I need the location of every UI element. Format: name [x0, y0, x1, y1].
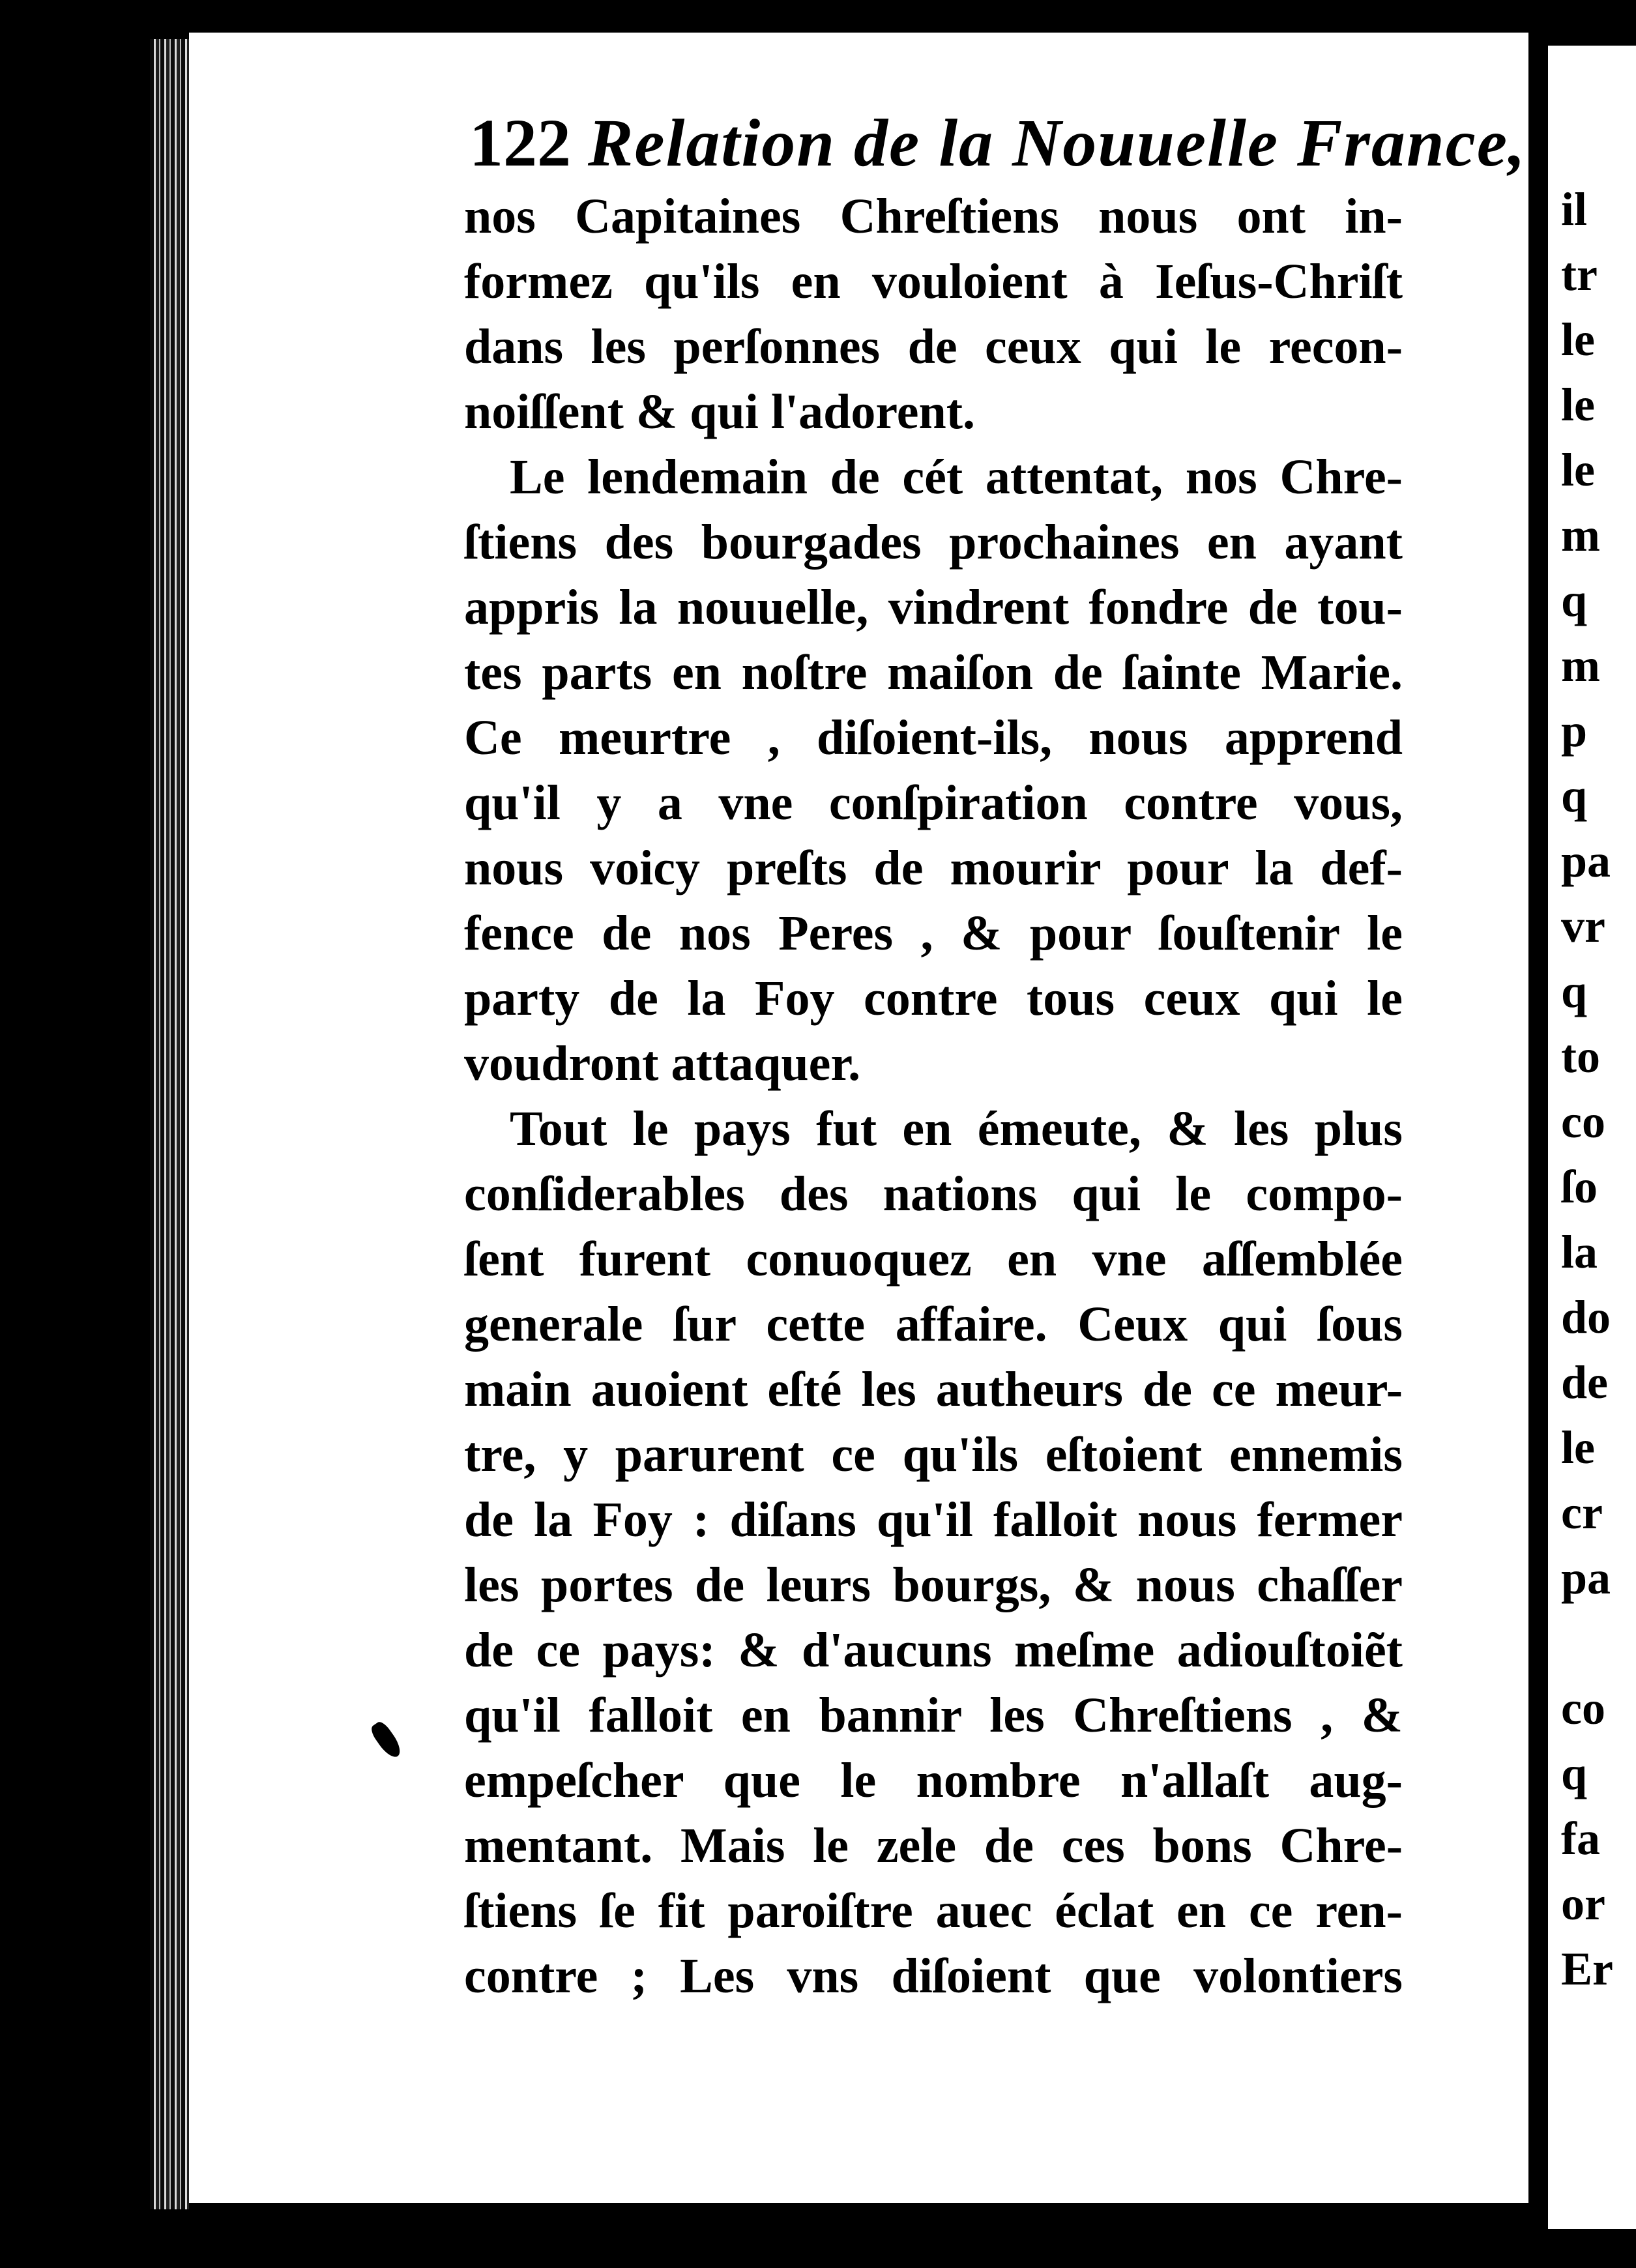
- fragment-line: ſo: [1561, 1161, 1598, 1213]
- fragment-line: co: [1561, 1682, 1605, 1734]
- fragment-line: Er: [1561, 1943, 1613, 1995]
- text-line: de ce pays: & d'aucuns meſme adiouſtoiẽt: [464, 1623, 1403, 1678]
- text-line: qu'il y a vne conſpiration contre vous,: [464, 776, 1403, 830]
- fragment-line: or: [1561, 1878, 1605, 1930]
- fragment-line: cr: [1561, 1487, 1603, 1539]
- text-line: fence de nos Peres , & pour ſouſtenir le: [464, 906, 1403, 961]
- fragment-line: de: [1561, 1356, 1608, 1408]
- text-line: generale ſur cette affaire. Ceux qui ſous: [464, 1297, 1403, 1352]
- fragment-line: p: [1561, 705, 1588, 757]
- fragment-line: q: [1561, 770, 1588, 822]
- fragment-line: q: [1561, 1747, 1588, 1799]
- text-line: les portes de leurs bourgs, & nous chaſſer: [464, 1558, 1403, 1612]
- fragment-line: pa: [1561, 835, 1611, 887]
- text-line: party de la Foy contre tous ceux qui le: [464, 971, 1403, 1026]
- text-line: tes parts en noſtre maiſon de ſainte Marie.: [464, 645, 1403, 700]
- text-line: noiſſent & qui l'adorent.: [464, 385, 976, 439]
- page-gutter: [1528, 0, 1548, 2268]
- text-line: empeſcher que le nombre n'allaſt aug-: [464, 1753, 1403, 1808]
- fragment-line: le: [1561, 313, 1595, 366]
- text-line: qu'il falloit en bannir les Chreſtiens , &: [464, 1688, 1403, 1743]
- text-line: ſtiens ſe fit paroiſtre auec éclat en ce ren-: [464, 1883, 1403, 1938]
- fragment-line: m: [1561, 639, 1600, 691]
- fragment-line: tr: [1561, 248, 1598, 300]
- fragment-line: q: [1561, 574, 1588, 626]
- fragment-line: fa: [1561, 1812, 1600, 1865]
- page-number: 122: [469, 106, 571, 181]
- fragment-line: to: [1561, 1030, 1600, 1083]
- text-line: mentant. Mais le zele de ces bons Chre-: [464, 1818, 1403, 1873]
- text-line: Tout le pays fut en émeute, & les plus: [510, 1101, 1403, 1156]
- page-edges: [150, 39, 189, 2216]
- right-page-text: [1561, 182, 1636, 2007]
- text-line: contre ; Les vns diſoient que volontiers: [464, 1949, 1403, 2003]
- text-line: conſiderables des nations qui le compo-: [464, 1167, 1403, 1221]
- fragment-line: co: [1561, 1096, 1605, 1148]
- fragment-line: pa: [1561, 1552, 1611, 1604]
- text-line: dans les perſonnes de ceux qui le recon-: [464, 319, 1403, 374]
- text-line: de la Foy : diſans qu'il falloit nous fermer: [464, 1492, 1403, 1547]
- fragment-line: do: [1561, 1291, 1611, 1343]
- text-line: nous voicy preſts de mourir pour la def-: [464, 841, 1403, 895]
- fragment-line: la: [1561, 1226, 1598, 1278]
- running-header: [469, 104, 1526, 182]
- text-line: Le lendemain de cét attentat, nos Chre-: [510, 450, 1403, 504]
- fragment-line: vr: [1561, 900, 1605, 952]
- right-page-fragment: [1548, 46, 1636, 2229]
- fragment-line: [1561, 1616, 1636, 1681]
- text-line: tre, y parurent ce qu'ils eſtoient ennemis: [464, 1427, 1403, 1482]
- fragment-line: il: [1561, 183, 1588, 235]
- text-line: ſtiens des bourgades prochaines en ayant: [464, 515, 1403, 570]
- text-line: Ce meurtre , diſoient-ils, nous apprend: [464, 710, 1403, 765]
- text-line: formez qu'ils en vouloient à Ieſus-Chriſt: [464, 254, 1403, 309]
- running-title: Relation de la Nouuelle France,: [588, 106, 1526, 181]
- fragment-line: le: [1561, 1421, 1595, 1474]
- text-line: nos Capitaines Chreſtiens nous ont in-: [464, 189, 1403, 244]
- fragment-line: le: [1561, 444, 1595, 496]
- body-text: [464, 184, 1403, 2009]
- text-line: ſent furent conuoquez en vne aſſemblée: [464, 1232, 1403, 1287]
- text-line: main auoient eſté les autheurs de ce meur-: [464, 1362, 1403, 1417]
- scan-border-bottom: [0, 2209, 1636, 2268]
- text-line: voudront attaquer.: [464, 1036, 861, 1091]
- fragment-line: q: [1561, 965, 1588, 1017]
- text-line: appris la nouuelle, vindrent fondre de tou-: [464, 580, 1403, 635]
- fragment-line: m: [1561, 509, 1600, 561]
- fragment-line: le: [1561, 379, 1595, 431]
